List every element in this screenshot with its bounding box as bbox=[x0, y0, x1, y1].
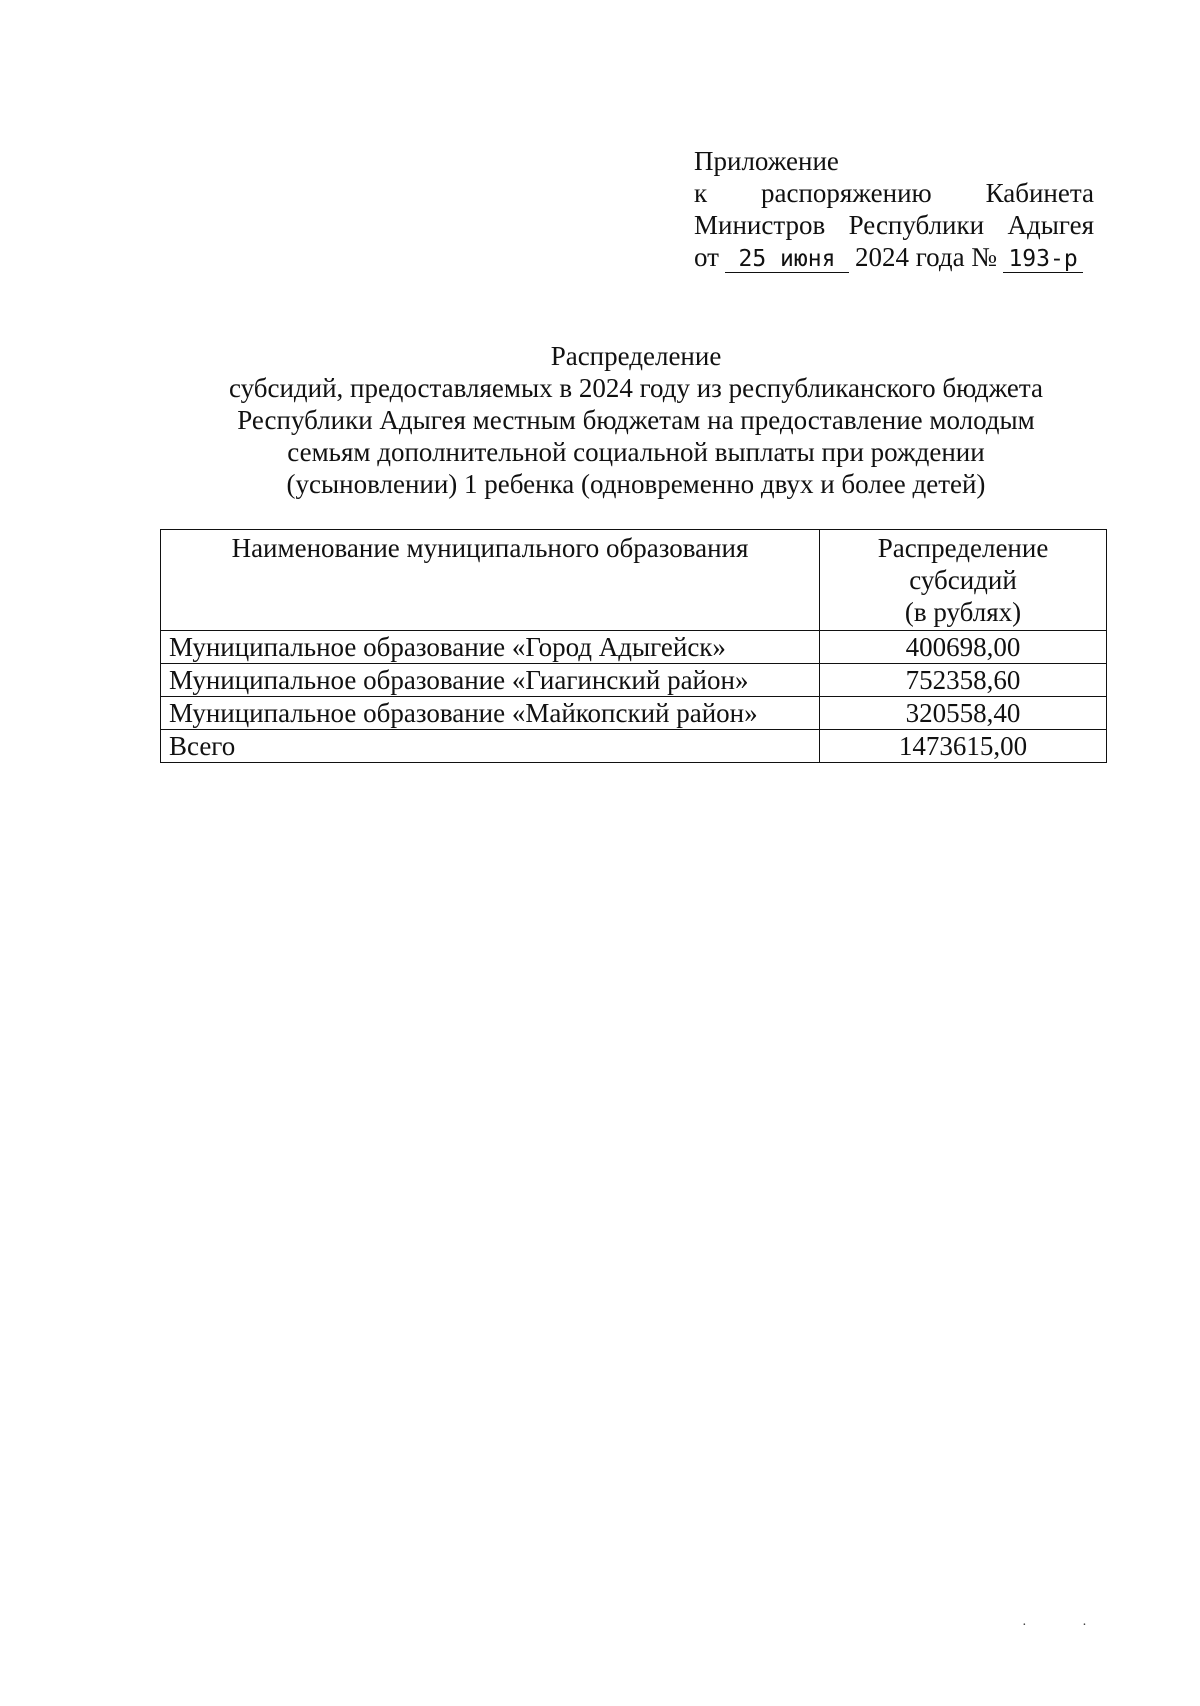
cell-amount: 752358,60 bbox=[820, 664, 1107, 697]
title-line: (усыновлении) 1 ребенка (одновременно двух и более детей) bbox=[286, 469, 986, 499]
table-total-row bbox=[161, 730, 1107, 763]
table-header-row bbox=[161, 530, 1107, 631]
header-amount-line: субсидий bbox=[909, 565, 1017, 595]
title-line: Республики Адыгея местным бюджетам на предоставление молодым bbox=[237, 405, 1035, 435]
scan-artifact-marks: · · bbox=[1022, 1618, 1113, 1633]
date-prefix: от bbox=[694, 242, 719, 272]
title-line: Распределение bbox=[550, 341, 722, 371]
table-row bbox=[161, 631, 1107, 664]
appendix-word: Министров bbox=[694, 210, 826, 240]
header-amount-line: Распределение bbox=[877, 533, 1049, 563]
appendix-label: Приложение bbox=[694, 146, 839, 176]
appendix-word: Адыгея bbox=[1007, 210, 1094, 240]
subsidy-table bbox=[160, 529, 1107, 763]
order-number-fill: 193-р bbox=[1003, 246, 1083, 273]
appendix-word: Кабинета bbox=[985, 178, 1094, 208]
appendix-date-line bbox=[694, 241, 1094, 273]
title-line: семьям дополнительной социальной выплаты при рождении bbox=[287, 437, 985, 467]
header-amount bbox=[820, 530, 1107, 631]
cell-amount: 320558,40 bbox=[820, 697, 1107, 730]
cell-municipality: Муниципальное образование «Гиагинский район» bbox=[161, 664, 820, 697]
date-year: 2024 года № bbox=[854, 242, 998, 272]
appendix-line-3 bbox=[694, 209, 1094, 241]
appendix-word: Республики bbox=[848, 210, 985, 240]
appendix-header bbox=[694, 145, 1094, 273]
date-fill: 25 июня bbox=[725, 246, 849, 273]
appendix-word: распоряжению bbox=[761, 178, 932, 208]
cell-municipality: Муниципальное образование «Город Адыгейск» bbox=[161, 631, 820, 664]
appendix-word: к bbox=[694, 178, 708, 208]
header-municipality: Наименование муниципального образования bbox=[161, 530, 820, 631]
table-row bbox=[161, 697, 1107, 730]
title-line: субсидий, предоставляемых в 2024 году из республиканского бюджета bbox=[228, 373, 1044, 403]
cell-total-label: Всего bbox=[161, 730, 820, 763]
header-amount-line: (в рублях) bbox=[904, 597, 1022, 627]
table-row bbox=[161, 664, 1107, 697]
document-title bbox=[150, 340, 1122, 500]
cell-municipality: Муниципальное образование «Майкопский район» bbox=[161, 697, 820, 730]
appendix-line-2 bbox=[694, 177, 1094, 209]
cell-total-amount: 1473615,00 bbox=[820, 730, 1107, 763]
cell-amount: 400698,00 bbox=[820, 631, 1107, 664]
